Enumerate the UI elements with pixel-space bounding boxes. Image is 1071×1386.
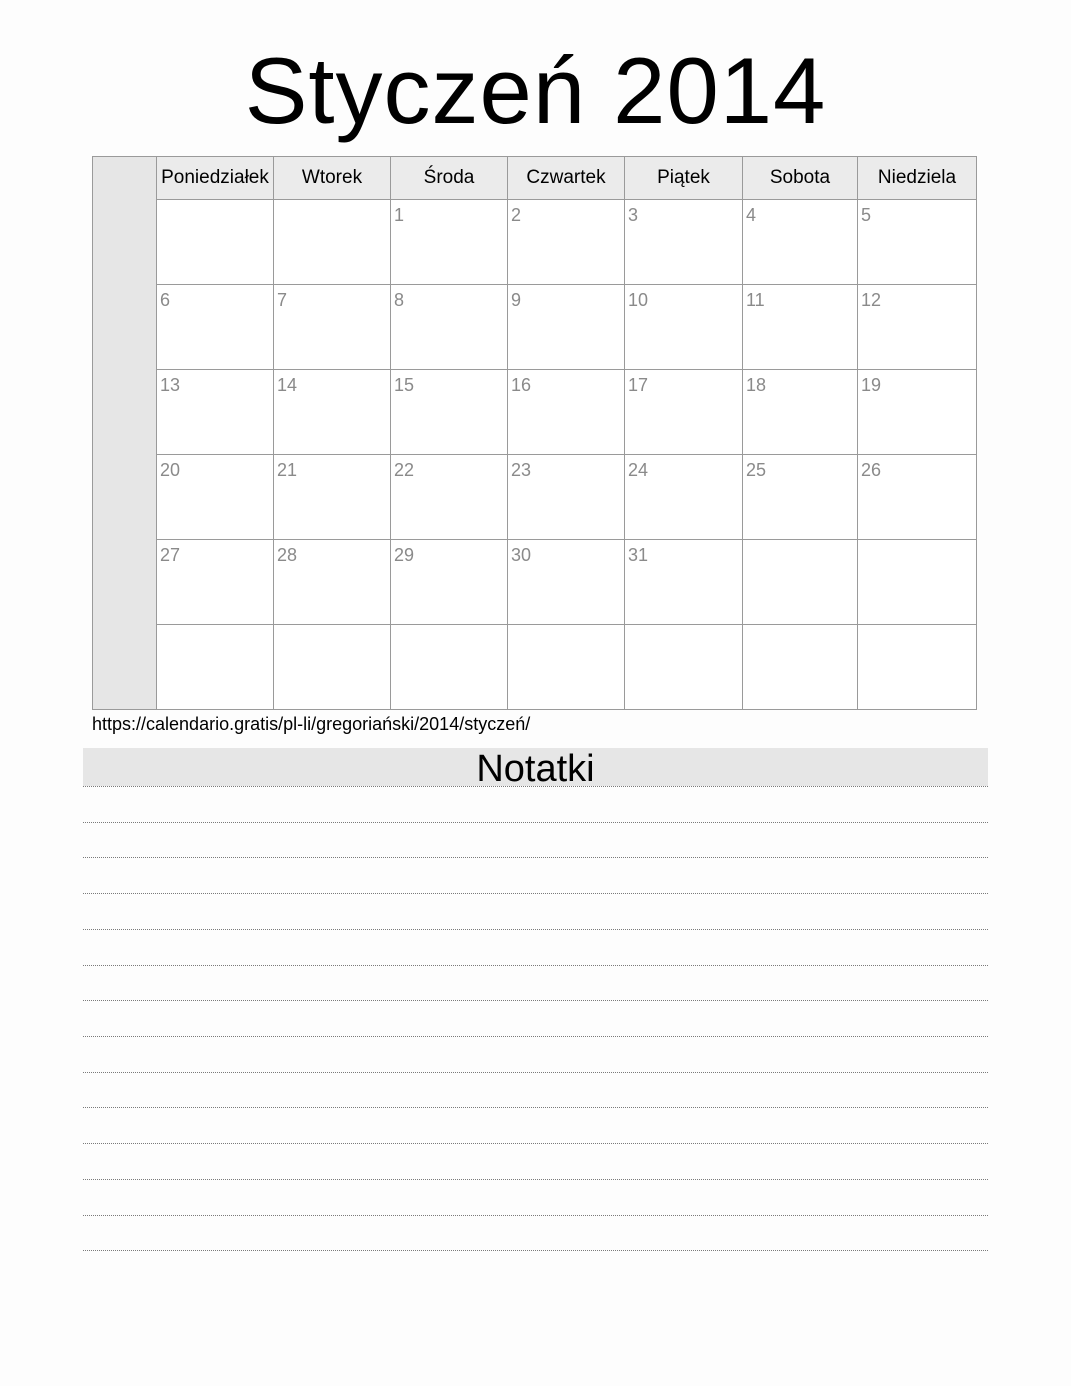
day-cell bbox=[391, 625, 508, 709]
note-line bbox=[83, 786, 988, 787]
day-cell bbox=[508, 625, 625, 709]
day-cell: 27 bbox=[157, 540, 274, 625]
day-cell bbox=[157, 200, 274, 285]
source-url: https://calendario.gratis/pl-li/gregoriański/2014/styczeń/ bbox=[92, 714, 531, 734]
day-cell: 30 bbox=[508, 540, 625, 625]
note-line bbox=[83, 857, 988, 858]
day-cell: 20 bbox=[157, 455, 274, 540]
weekday-header-wednesday: Środa bbox=[391, 157, 508, 200]
note-line bbox=[83, 1179, 988, 1180]
note-line bbox=[83, 822, 988, 823]
day-cell: 17 bbox=[625, 370, 743, 455]
weekday-header-tuesday: Wtorek bbox=[274, 157, 391, 200]
weekday-header-friday: Piątek bbox=[625, 157, 743, 200]
notes-title: Notatki bbox=[83, 748, 988, 786]
day-cell: 31 bbox=[625, 540, 743, 625]
weekday-header-monday: Poniedziałek bbox=[157, 157, 274, 200]
day-cell bbox=[157, 625, 274, 709]
day-cell bbox=[743, 540, 858, 625]
note-line bbox=[83, 1072, 988, 1073]
weekday-header-thursday: Czwartek bbox=[508, 157, 625, 200]
weekday-header-sunday: Niedziela bbox=[858, 157, 976, 200]
day-cell: 4 bbox=[743, 200, 858, 285]
day-cell: 16 bbox=[508, 370, 625, 455]
day-cell: 10 bbox=[625, 285, 743, 370]
note-line bbox=[83, 1250, 988, 1251]
day-cell: 13 bbox=[157, 370, 274, 455]
day-cell: 1 bbox=[391, 200, 508, 285]
day-cell: 26 bbox=[858, 455, 976, 540]
day-cell: 8 bbox=[391, 285, 508, 370]
day-cell: 25 bbox=[743, 455, 858, 540]
note-line bbox=[83, 929, 988, 930]
weekday-header-saturday: Sobota bbox=[743, 157, 858, 200]
day-cell bbox=[625, 625, 743, 709]
note-line bbox=[83, 1036, 988, 1037]
day-cell bbox=[274, 200, 391, 285]
day-cell: 6 bbox=[157, 285, 274, 370]
day-cell: 11 bbox=[743, 285, 858, 370]
day-cell: 22 bbox=[391, 455, 508, 540]
day-cell: 15 bbox=[391, 370, 508, 455]
day-cell bbox=[743, 625, 858, 709]
note-line bbox=[83, 1107, 988, 1108]
day-cell: 5 bbox=[858, 200, 976, 285]
day-cell bbox=[274, 625, 391, 709]
day-cell: 29 bbox=[391, 540, 508, 625]
day-cell bbox=[858, 540, 976, 625]
day-cell: 21 bbox=[274, 455, 391, 540]
page-title: Styczeń 2014 bbox=[244, 38, 827, 143]
day-cell: 7 bbox=[274, 285, 391, 370]
note-line bbox=[83, 1215, 988, 1216]
note-line bbox=[83, 1143, 988, 1144]
day-cell: 23 bbox=[508, 455, 625, 540]
note-line bbox=[83, 965, 988, 966]
day-cell: 14 bbox=[274, 370, 391, 455]
day-cell: 19 bbox=[858, 370, 976, 455]
day-cell bbox=[858, 625, 976, 709]
note-line bbox=[83, 893, 988, 894]
day-cell: 28 bbox=[274, 540, 391, 625]
day-cell: 12 bbox=[858, 285, 976, 370]
week-number-column bbox=[93, 157, 157, 709]
calendar-grid bbox=[92, 156, 977, 710]
note-line bbox=[83, 1000, 988, 1001]
day-cell: 9 bbox=[508, 285, 625, 370]
day-cell: 24 bbox=[625, 455, 743, 540]
day-cell: 3 bbox=[625, 200, 743, 285]
day-cell: 2 bbox=[508, 200, 625, 285]
day-cell: 18 bbox=[743, 370, 858, 455]
